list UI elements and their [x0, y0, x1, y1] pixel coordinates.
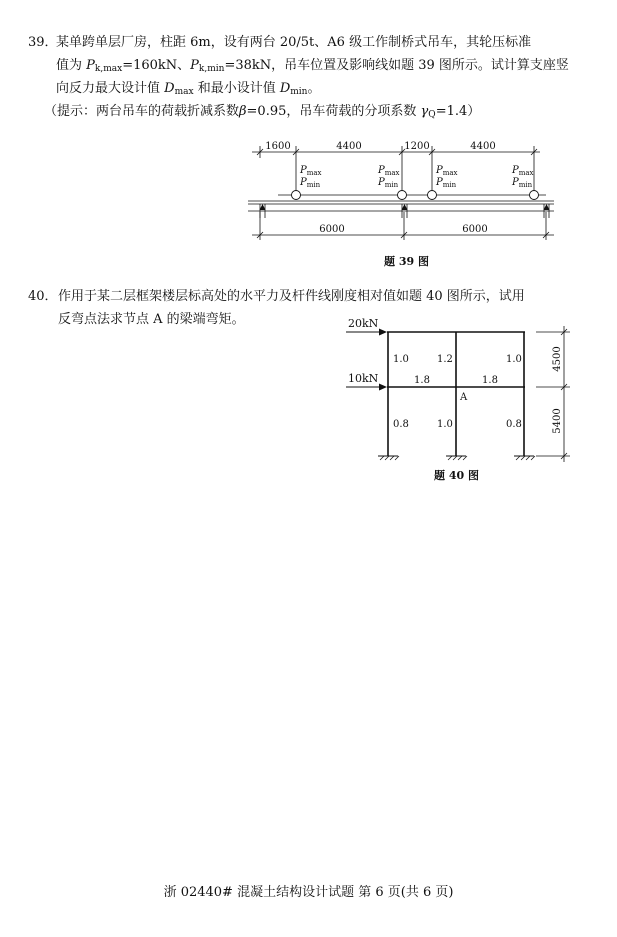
stiffness-label: 0.8	[506, 419, 522, 430]
question-number: 40．	[28, 289, 58, 304]
p-max-label: $P_{max}$	[300, 165, 322, 177]
question-line: 某单跨单层厂房，柱距 6m，设有两台 20/5t、A6 级工作制桥式吊车，其轮压标准	[56, 35, 532, 50]
figure-39-caption: 题 39 图	[384, 255, 429, 268]
stiffness-label: 1.8	[482, 375, 498, 386]
dim-label: 6000	[319, 224, 345, 235]
p-max-label: $P_{max}$	[436, 165, 458, 177]
stiffness-label: 1.0	[437, 419, 453, 430]
height-label: 4500	[552, 346, 563, 372]
question-line: 向反力最大设计值 $D_{max}$ 和最小设计值 $D_{min}$。	[56, 81, 321, 97]
dim-label: 1200	[404, 141, 430, 152]
stiffness-label: 1.0	[393, 354, 409, 365]
node-a-label: A	[460, 392, 468, 403]
p-min-label: $P_{min}$	[436, 177, 457, 189]
stiffness-label: 0.8	[393, 419, 409, 430]
question-line: 作用于某二层框架楼层标高处的水平力及杆件线刚度相对值如题 40 图所示，试用	[58, 289, 525, 304]
question-line: 反弯点法求节点 A 的梁端弯矩。	[58, 312, 245, 327]
height-label: 5400	[552, 408, 563, 434]
stiffness-label: 1.0	[506, 354, 522, 365]
figure-40-caption: 题 40 图	[434, 469, 479, 482]
load-label: 20kN	[348, 317, 379, 330]
question-body	[44, 31, 569, 123]
stiffness-label: 1.8	[414, 375, 430, 386]
p-max-label: $P_{max}$	[378, 165, 400, 177]
figure-40-frame-diagram	[340, 312, 580, 468]
page-footer: 浙 02440# 混凝土结构设计试题 第 6 页(共 6 页)	[163, 885, 454, 900]
p-max-label: $P_{max}$	[512, 165, 534, 177]
stiffness-label: 1.2	[437, 354, 453, 365]
p-min-label: $P_{min}$	[378, 177, 399, 189]
p-min-label: $P_{min}$	[300, 177, 321, 189]
dim-label: 4400	[470, 141, 496, 152]
dim-label: 6000	[462, 224, 488, 235]
figure-39-crane-diagram	[238, 138, 568, 250]
load-label: 10kN	[348, 372, 379, 385]
question-hint: （提示：两台吊车的荷载折减系数β=0.95，吊车荷载的分项系数 $\gamma_Q=1.4$）	[44, 104, 481, 120]
dim-label: 4400	[336, 141, 362, 152]
dim-label: 1600	[265, 141, 291, 152]
p-min-label: $P_{min}$	[512, 177, 533, 189]
question-line: 值为 $P_{k,max}=160kN$、$P_{k,min}=38kN$，吊车位置及影响线如题 39 图所示。试计算支座竖	[56, 58, 569, 74]
question-number: 39．	[28, 35, 58, 50]
